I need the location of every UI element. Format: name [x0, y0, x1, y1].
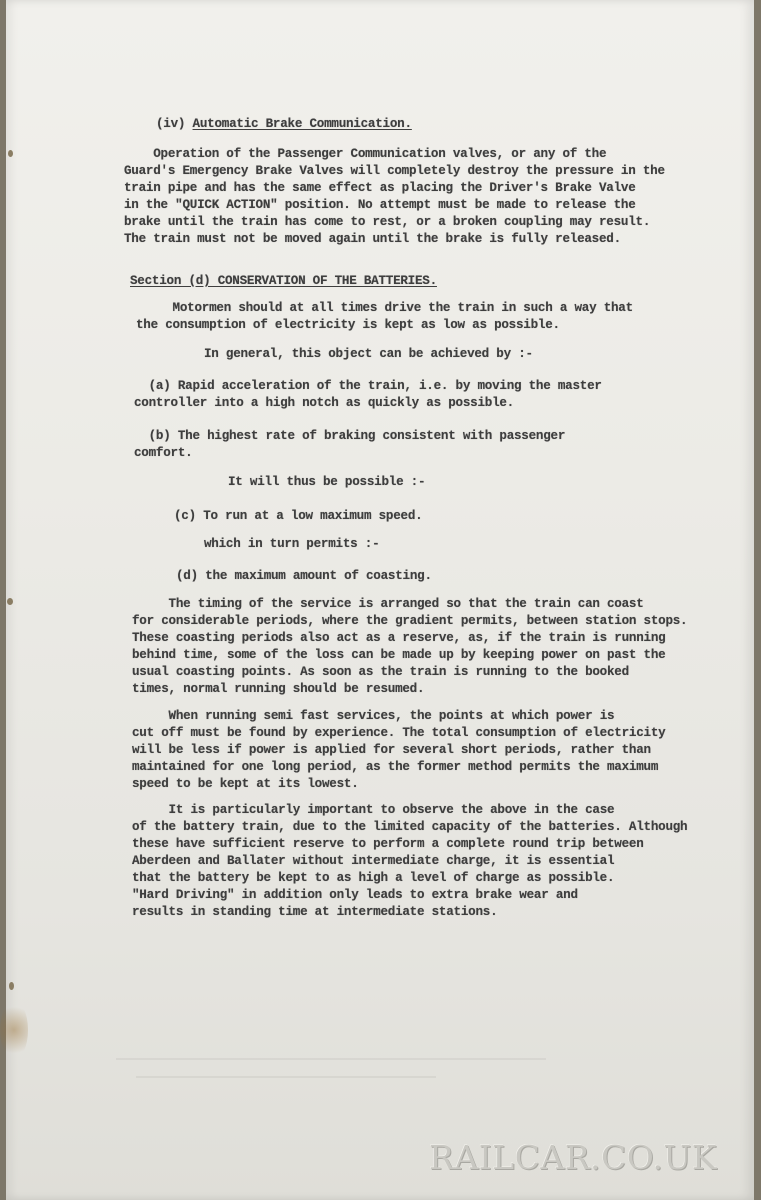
list-item-a: (a) Rapid acceleration of the train, i.e. by moving the master controller into a high notch as quickly as possible. [134, 379, 602, 410]
punch-hole-mid [7, 598, 13, 605]
paragraph-battery-train: It is particularly important to observe the above in the case of the battery train, due to the limited capacity of the batteries. Although these have sufficient reserve to perform a complete round trip between Aberdeen and Ballater without intermediate charge, it is essential that the battery be kept to as high a level of charge as possible. "Hard Driving" in addition only leads to extra brake wear and results in standing time at intermediate stations. [132, 803, 688, 919]
heading [156, 116, 412, 133]
paragraph-semi-fast: When running semi fast services, the points at which power is cut off must be found by experience. The total consumption of electricity will be less if power is applied for several short periods, rather than maintained for one long period, as the former method permits the maximum speed to be kept at its lowest. [132, 709, 666, 791]
paragraph-motormen: Motormen should at all times drive the train in such a way that the consumption of electricity is kept as low as possible. [136, 301, 633, 332]
list-item-d: (d) the maximum amount of coasting. [176, 569, 432, 583]
show-through-line [116, 1058, 546, 1060]
rust-stain [0, 1000, 28, 1060]
paragraph-brake-communication: Operation of the Passenger Communication valves, or any of the Guard's Emergency Brake Valves will completely destroy the pressure in the train pipe and has the same effect as placing the Driver's Brake Valve in the "QUICK ACTION" position. No attempt must be made to release the brake until the train has come to rest, or a broken coupling may result. The train must not be moved again until the brake is fully released. [124, 147, 665, 246]
document-page [6, 0, 754, 1200]
heading-number: (iv) [156, 117, 193, 131]
list-item-c: (c) To run at a low maximum speed. [174, 509, 423, 523]
paragraph-possible: It will thus be possible :- [228, 475, 426, 489]
paragraph-in-general: In general, this object can be achieved by :- [204, 347, 533, 361]
paragraph-timing: The timing of the service is arranged so that the train can coast for considerable periods, where the gradient permits, between station stops. These coasting periods also act as a reserve, as, if the train is running behind time, some of the loss can be made up by keeping power on past the usual coasting points. As soon as the train is running to the booked times, normal running should be resumed. [132, 597, 688, 696]
section-heading: Section (d) CONSERVATION OF THE BATTERIES. [130, 274, 437, 288]
heading-title: Automatic Brake Communication. [192, 117, 412, 131]
show-through-line [136, 1076, 436, 1078]
list-item-b: (b) The highest rate of braking consistent with passenger comfort. [134, 429, 566, 460]
paragraph-permits: which in turn permits :- [204, 537, 380, 551]
punch-hole-top [8, 150, 13, 157]
watermark: RAILCAR.CO.UK [429, 1138, 717, 1177]
punch-hole-bottom [9, 982, 14, 990]
